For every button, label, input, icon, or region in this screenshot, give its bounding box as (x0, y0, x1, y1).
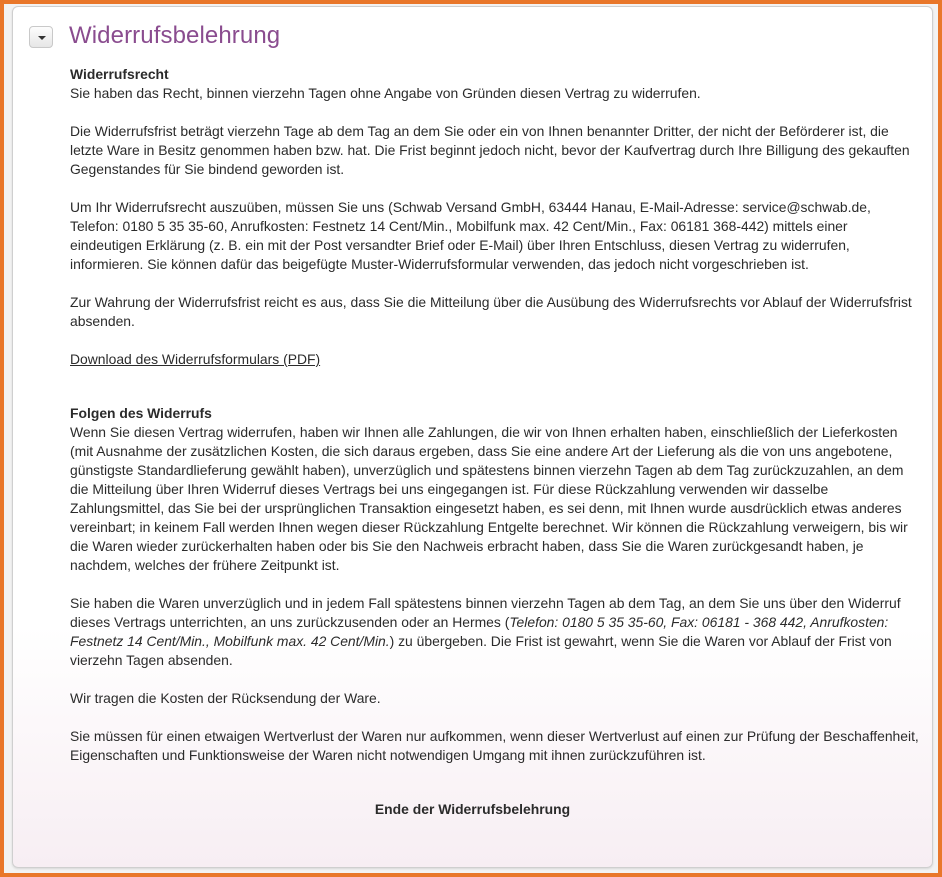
paragraph: Sie haben das Recht, binnen vierzehn Tagen ohne Angabe von Gründen diesen Vertrag zu widerrufen. (70, 85, 701, 101)
page-background (4, 4, 938, 873)
accordion-header (13, 7, 932, 63)
paragraph: Wir tragen die Kosten der Rücksendung der Ware. (70, 690, 381, 706)
paragraph: Die Widerrufsfrist beträgt vierzehn Tage ab dem Tag an dem Sie oder ein von Ihnen benannter Dritter, der nicht der Beförderer ist, die letzte Ware in Besitz genommen haben bzw. hat. Die Frist beginnt jedoch nicht, bevor der Kaufvertrag durch Ihre Billigung des gekauften Gegenstandes für Sie bindend geworden ist. (70, 123, 910, 177)
end-of-instructions: Ende der Widerrufsbelehrung (374, 801, 571, 817)
section-heading-folgen: Folgen des Widerrufs (70, 405, 212, 421)
caret-down-icon (38, 36, 46, 40)
accordion-content (70, 65, 922, 765)
download-form-link[interactable]: Download des Widerrufsformulars (PDF) (70, 351, 321, 367)
section-heading-widerrufsrecht: Widerrufsrecht (70, 66, 169, 82)
paragraph (70, 594, 922, 670)
paragraph: Um Ihr Widerrufsrecht auszuüben, müssen Sie uns (Schwab Versand GmbH, 63444 Hanau, E-Mail-Adresse: service@schwab.de, Telefon: 0180 5 35 35-60, Anrufkosten: Festnetz 14 Cent/Min., Mobilfunk max. 42 Cent/Min., Fax: 06181 368-442) mittels einer eindeutigen Erklärung (z. B. ein mit der Post versandter Brief oder E-Mail) über Ihren Entschluss, diesen Vertrag zu widerrufen, informieren. Sie können dafür das beigefügte Muster-Widerrufsformular verwenden, das jedoch nicht vorgeschrieben ist. (70, 199, 871, 272)
hermes-contact-info: Telefon: 0180 5 35 35-60, Fax: 06181 - 368 442, Anrufkosten: Festnetz 14 Cent/Min., Mobilfunk max. 42 Cent/Min. (70, 614, 889, 649)
paragraph: Wenn Sie diesen Vertrag widerrufen, haben wir Ihnen alle Zahlungen, die wir von Ihnen erhalten haben, einschließlich der Lieferkosten (mit Ausnahme der zusätzlichen Kosten, die sich daraus ergeben, dass Sie eine andere Art der Lieferung als die von uns angebotene, günstigste Standardlieferung gewählt haben), unverzüglich und spätestens binnen vierzehn Tagen ab dem Tag zurückzuzahlen, an dem die Mitteilung über Ihren Widerruf dieses Vertrags bei uns eingegangen ist. Für diese Rückzahlung verwenden wir dasselbe Zahlungsmittel, das Sie bei der ursprünglichen Transaktion eingesetzt haben, es sei denn, mit Ihnen wurde ausdrücklich etwas anderes vereinbart; in keinem Fall werden Ihnen wegen dieser Rückzahlung Entgelte berechnet. Wir können die Rückzahlung verweigern, bis wir die Waren wieder zurückerhalten haben oder bis Sie den Nachweis erbracht haben, dass Sie die Waren zurückgesandt haben, je nachdem, welches der frühere Zeitpunkt ist. (70, 424, 908, 573)
page-title: Widerrufsbelehrung (69, 22, 281, 49)
paragraph-text: Sie haben die Waren unverzüglich und in jedem Fall spätestens binnen vierzehn Tagen ab dem Tag, an dem Sie uns über den Widerruf dieses Vertrags unterrichten, an uns zurückzusenden oder an Hermes ( (70, 595, 901, 630)
accordion-panel (12, 6, 933, 868)
paragraph-text: ) zu übergeben. Die Frist ist gewahrt, wenn Sie die Waren vor Ablauf der Frist von vierzehn Tagen absenden. (70, 633, 892, 668)
paragraph: Sie müssen für einen etwaigen Wertverlust der Waren nur aufkommen, wenn dieser Wertverlust auf einen zur Prüfung der Beschaffenheit, Eigenschaften und Funktionsweise der Waren nicht notwendigen Umgang mit ihnen zurückzuführen ist. (70, 728, 919, 763)
paragraph: Zur Wahrung der Widerrufsfrist reicht es aus, dass Sie die Mitteilung über die Ausübung des Widerrufsrechts vor Ablauf der Widerrufsfrist absenden. (70, 294, 912, 329)
collapse-toggle-button[interactable] (29, 26, 53, 48)
